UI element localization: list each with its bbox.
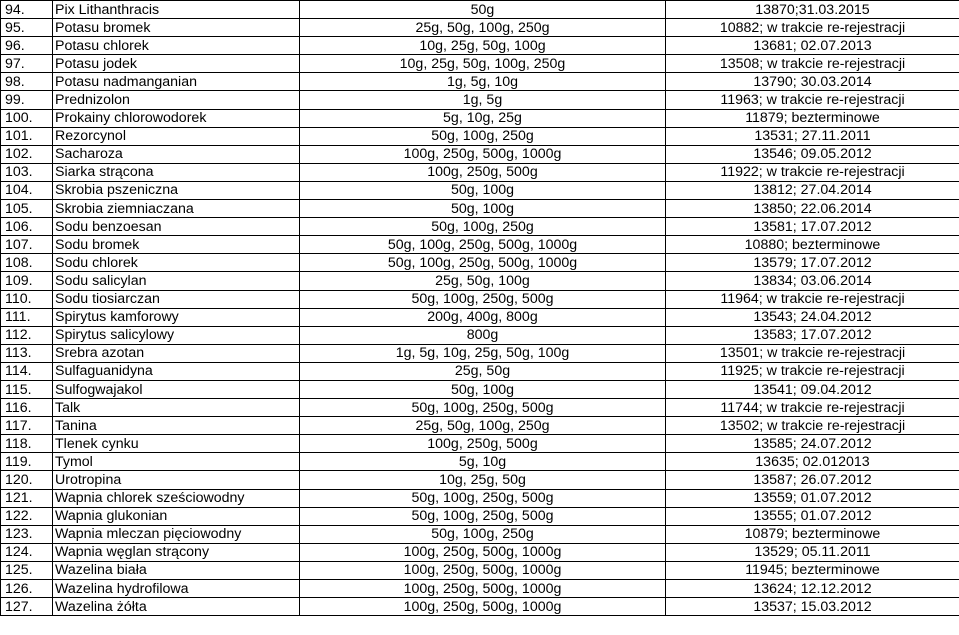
substance-name: Wapnia chlorek sześciowodny [53,489,300,507]
row-number: 115. [1,380,53,398]
table-row [1,417,959,435]
substance-name: Wazelina hydrofilowa [53,580,300,598]
row-number: 117. [1,417,53,435]
table-row [1,344,959,362]
package-sizes: 50g, 100g, 250g [300,218,666,236]
row-number: 105. [1,200,53,218]
row-number: 100. [1,109,53,127]
registration-info: 13579; 17.07.2012 [666,254,959,272]
substance-name: Potasu jodek [53,55,300,73]
row-number: 106. [1,218,53,236]
table-row [1,308,959,326]
table-row [1,200,959,218]
substance-name: Wapnia mleczan pięciowodny [53,525,300,543]
package-sizes: 50g, 100g, 250g [300,525,666,543]
substance-name: Srebra azotan [53,344,300,362]
substance-name: Sodu chlorek [53,254,300,272]
registration-info: 13834; 03.06.2014 [666,272,959,290]
row-number: 113. [1,344,53,362]
registration-info: 13870;31.03.2015 [666,1,959,19]
row-number: 109. [1,272,53,290]
table-row [1,561,959,579]
row-number: 111. [1,308,53,326]
registration-info: 13546; 09.05.2012 [666,145,959,163]
table-row [1,218,959,236]
package-sizes: 50g, 100g, 250g, 500g [300,290,666,308]
row-number: 102. [1,145,53,163]
row-number: 120. [1,471,53,489]
table-row [1,399,959,417]
table-row [1,525,959,543]
table-row [1,91,959,109]
row-number: 121. [1,489,53,507]
registration-info: 13587; 26.07.2012 [666,471,959,489]
table-row [1,489,959,507]
package-sizes: 10g, 25g, 50g [300,471,666,489]
package-sizes: 10g, 25g, 50g, 100g, 250g [300,55,666,73]
table-row [1,435,959,453]
substance-name: Urotropina [53,471,300,489]
package-sizes: 50g, 100g, 250g [300,127,666,145]
package-sizes: 50g, 100g, 250g, 500g [300,507,666,525]
registration-info: 10880; bezterminowe [666,236,959,254]
package-sizes: 25g, 50g, 100g [300,272,666,290]
registration-info: 13537; 15.03.2012 [666,598,959,616]
registration-info: 13543; 24.04.2012 [666,308,959,326]
substance-name: Skrobia pszeniczna [53,181,300,199]
table-row [1,109,959,127]
table-row [1,272,959,290]
substance-name: Spirytus kamforowy [53,308,300,326]
registration-info: 13585; 24.07.2012 [666,435,959,453]
row-number: 108. [1,254,53,272]
row-number: 97. [1,55,53,73]
row-number: 101. [1,127,53,145]
products-table-body [1,1,959,616]
package-sizes: 50g, 100g, 250g, 500g, 1000g [300,254,666,272]
row-number: 98. [1,73,53,91]
table-row [1,181,959,199]
registration-info: 11879; bezterminowe [666,109,959,127]
package-sizes: 50g, 100g [300,380,666,398]
substance-name: Potasu nadmanganian [53,73,300,91]
row-number: 104. [1,181,53,199]
row-number: 124. [1,543,53,561]
row-number: 110. [1,290,53,308]
table-row [1,236,959,254]
row-number: 127. [1,598,53,616]
row-number: 123. [1,525,53,543]
registration-info: 13790; 30.03.2014 [666,73,959,91]
table-row [1,127,959,145]
package-sizes: 25g, 50g, 100g, 250g [300,19,666,37]
package-sizes: 100g, 250g, 500g [300,435,666,453]
package-sizes: 50g [300,1,666,19]
table-row [1,145,959,163]
package-sizes: 25g, 50g, 100g, 250g [300,417,666,435]
substance-name: Wapnia węglan strącony [53,543,300,561]
package-sizes: 1g, 5g [300,91,666,109]
package-sizes: 100g, 250g, 500g, 1000g [300,580,666,598]
registration-info: 13624; 12.12.2012 [666,580,959,598]
table-row [1,290,959,308]
substance-name: Potasu chlorek [53,37,300,55]
package-sizes: 1g, 5g, 10g, 25g, 50g, 100g [300,344,666,362]
substance-name: Wazelina biała [53,561,300,579]
substance-name: Prokainy chlorowodorek [53,109,300,127]
table-row [1,1,959,19]
registration-info: 13501; w trakcie re-rejestracji [666,344,959,362]
substance-name: Potasu bromek [53,19,300,37]
row-number: 122. [1,507,53,525]
table-row [1,73,959,91]
row-number: 96. [1,37,53,55]
package-sizes: 50g, 100g, 250g, 500g [300,399,666,417]
row-number: 118. [1,435,53,453]
row-number: 116. [1,399,53,417]
registration-info: 11945; bezterminowe [666,561,959,579]
row-number: 94. [1,1,53,19]
registration-info: 13541; 09.04.2012 [666,380,959,398]
registration-info: 13529; 05.11.2011 [666,543,959,561]
row-number: 114. [1,362,53,380]
registration-info: 13850; 22.06.2014 [666,200,959,218]
table-row [1,19,959,37]
table-row [1,55,959,73]
registration-info: 13502; w trakcie re-rejestracji [666,417,959,435]
package-sizes: 50g, 100g, 250g, 500g [300,489,666,507]
table-row [1,507,959,525]
registration-info: 13681; 02.07.2013 [666,37,959,55]
row-number: 99. [1,91,53,109]
registration-info: 11964; w trakcie re-rejestracji [666,290,959,308]
package-sizes: 100g, 250g, 500g, 1000g [300,598,666,616]
package-sizes: 100g, 250g, 500g, 1000g [300,561,666,579]
table-row [1,471,959,489]
substance-name: Sodu salicylan [53,272,300,290]
table-row [1,163,959,181]
registration-info: 13555; 01.07.2012 [666,507,959,525]
registration-info: 13812; 27.04.2014 [666,181,959,199]
package-sizes: 50g, 100g [300,200,666,218]
substance-name: Talk [53,399,300,417]
row-number: 95. [1,19,53,37]
registration-info: 10879; bezterminowe [666,525,959,543]
package-sizes: 1g, 5g, 10g [300,73,666,91]
substance-name: Skrobia ziemniaczana [53,200,300,218]
table-row [1,453,959,471]
table-row [1,543,959,561]
row-number: 126. [1,580,53,598]
registration-info: 13581; 17.07.2012 [666,218,959,236]
row-number: 107. [1,236,53,254]
table-row [1,580,959,598]
substance-name: Prednizolon [53,91,300,109]
package-sizes: 50g, 100g [300,181,666,199]
substance-name: Wapnia glukonian [53,507,300,525]
registration-info: 13635; 02.012013 [666,453,959,471]
package-sizes: 800g [300,326,666,344]
row-number: 112. [1,326,53,344]
substance-name: Sacharoza [53,145,300,163]
package-sizes: 200g, 400g, 800g [300,308,666,326]
package-sizes: 10g, 25g, 50g, 100g [300,37,666,55]
substance-name: Tanina [53,417,300,435]
registration-info: 11963; w trakcie re-rejestracji [666,91,959,109]
table-row [1,326,959,344]
row-number: 103. [1,163,53,181]
registration-info: 13559; 01.07.2012 [666,489,959,507]
registration-info: 11922; w trakcie re-rejestracji [666,163,959,181]
package-sizes: 5g, 10g, 25g [300,109,666,127]
table-row [1,254,959,272]
table-row [1,598,959,616]
table-row [1,37,959,55]
substance-name: Sodu tiosiarczan [53,290,300,308]
row-number: 119. [1,453,53,471]
substance-name: Pix Lithanthracis [53,1,300,19]
substance-name: Sulfaguanidyna [53,362,300,380]
table-row [1,362,959,380]
registration-info: 10882; w trakcie re-rejestracji [666,19,959,37]
substance-name: Wazelina żółta [53,598,300,616]
substance-name: Tlenek cynku [53,435,300,453]
package-sizes: 25g, 50g [300,362,666,380]
registration-info: 11925; w trakcie re-rejestracji [666,362,959,380]
table-row [1,380,959,398]
package-sizes: 100g, 250g, 500g [300,163,666,181]
substance-name: Sulfogwajakol [53,380,300,398]
registration-info: 13531; 27.11.2011 [666,127,959,145]
substance-name: Siarka strącona [53,163,300,181]
package-sizes: 100g, 250g, 500g, 1000g [300,543,666,561]
substance-name: Sodu bromek [53,236,300,254]
substance-name: Rezorcynol [53,127,300,145]
package-sizes: 50g, 100g, 250g, 500g, 1000g [300,236,666,254]
registration-info: 13583; 17.07.2012 [666,326,959,344]
substance-name: Sodu benzoesan [53,218,300,236]
registration-info: 11744; w trakcie re-rejestracji [666,399,959,417]
package-sizes: 5g, 10g [300,453,666,471]
registration-info: 13508; w trakcie re-rejestracji [666,55,959,73]
package-sizes: 100g, 250g, 500g, 1000g [300,145,666,163]
row-number: 125. [1,561,53,579]
substance-name: Spirytus salicylowy [53,326,300,344]
substance-name: Tymol [53,453,300,471]
